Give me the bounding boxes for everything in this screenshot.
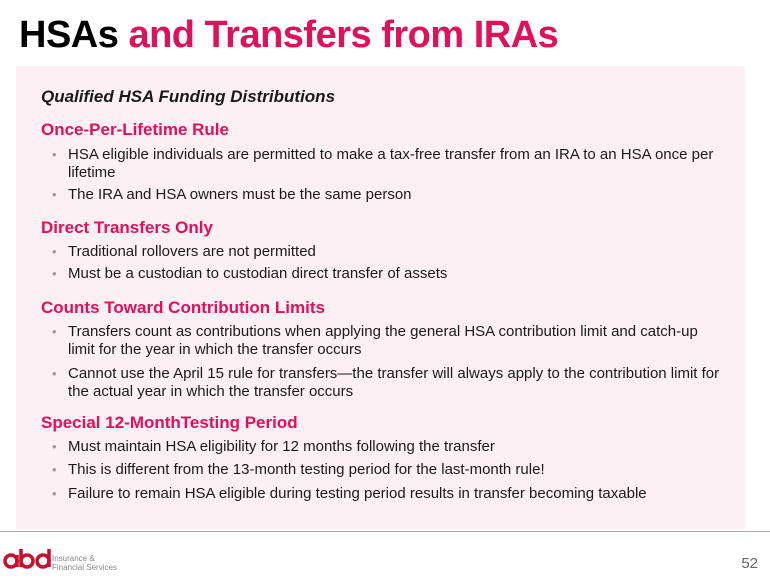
bullet-icon: • bbox=[52, 324, 57, 339]
bullet-item: • Must maintain HSA eligibility for 12 months following the transfer bbox=[52, 438, 495, 455]
bullet-icon: • bbox=[52, 366, 57, 381]
bullet-icon: • bbox=[52, 187, 57, 202]
bullet-item: • Traditional rollovers are not permitted bbox=[52, 243, 316, 260]
bullet-item: • Must be a custodian to custodian direct transfer of assets bbox=[52, 265, 448, 282]
bullet-icon: • bbox=[52, 486, 57, 501]
subtitle: Qualified HSA Funding Distributions bbox=[41, 87, 336, 106]
bullet-item: • Transfers count as contributions when applying the general HSA contribution limit and catch-up limit for the year in which the transfer occurs bbox=[52, 323, 698, 358]
bullet-item: • This is different from the 13-month testing period for the last-month rule! bbox=[52, 461, 545, 478]
bullet-item: • The IRA and HSA owners must be the same person bbox=[52, 186, 412, 203]
bullet-icon: • bbox=[52, 147, 57, 162]
bullet-icon: • bbox=[52, 244, 57, 259]
title-part1: HSAs bbox=[19, 14, 119, 56]
section-heading: Special 12-MonthTesting Period bbox=[41, 413, 298, 432]
bullet-icon: • bbox=[52, 266, 57, 281]
abd-logo-icon bbox=[3, 548, 51, 570]
bullet-item: • Cannot use the April 15 rule for transfers—the transfer will always apply to the contribution limit for the actual year in which the transfer occurs bbox=[52, 365, 720, 400]
bullet-item: • HSA eligible individuals are permitted to make a tax-free transfer from an IRA to an HSA once per lifetime bbox=[52, 146, 714, 181]
title-part2: and Transfers from IRAs bbox=[128, 14, 559, 56]
footer-divider bbox=[0, 531, 770, 532]
page-title bbox=[19, 14, 558, 57]
page-number: 52 bbox=[741, 555, 758, 572]
section-heading: Counts Toward Contribution Limits bbox=[41, 298, 325, 317]
bullet-icon: • bbox=[52, 439, 57, 454]
bullet-item: • Failure to remain HSA eligible during testing period results in transfer becoming taxable bbox=[52, 485, 647, 502]
section-heading: Once-Per-Lifetime Rule bbox=[41, 120, 229, 139]
bullet-icon: • bbox=[52, 462, 57, 477]
logo-text: Insurance & Financial Services bbox=[52, 554, 117, 572]
section-heading: Direct Transfers Only bbox=[41, 218, 213, 237]
